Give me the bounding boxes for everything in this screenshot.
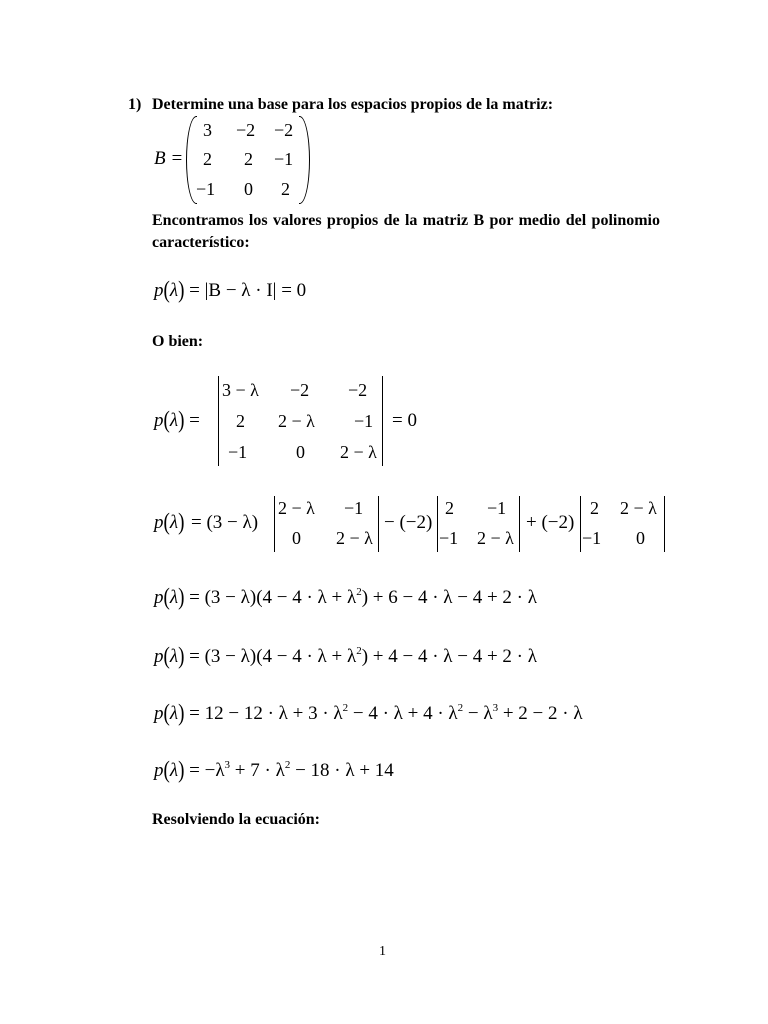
- matrix-cell: −2: [274, 120, 294, 140]
- matrix-b-name: B =: [154, 148, 184, 169]
- eq7-part: − 18 · λ + 14: [290, 760, 394, 781]
- det-cell: −1: [354, 411, 374, 431]
- eq7-part: + 7 · λ: [230, 760, 285, 781]
- eq7-part: = −λ: [189, 760, 225, 781]
- minor-cell: 2 − λ: [336, 528, 373, 548]
- problem-statement: Determine una base para los espacios propios de la matriz:: [152, 96, 554, 113]
- det-cell: 2 − λ: [278, 411, 315, 431]
- eq5-part: = (3 − λ)(4 − 4 · λ + λ: [189, 646, 357, 667]
- problem-number: 1): [128, 96, 142, 113]
- minor-cell: −1: [344, 498, 364, 518]
- det-cell: 2 − λ: [340, 442, 377, 462]
- minor-cell: 2 − λ: [620, 498, 657, 518]
- minor-matrix-1: [274, 496, 382, 554]
- det-cell: −2: [290, 380, 310, 400]
- characteristic-body: = |B − λ · I| = 0: [189, 280, 307, 301]
- p-symbol: p: [154, 280, 164, 301]
- eq7-exponent: 2: [284, 759, 291, 771]
- det-matrix: [218, 376, 388, 468]
- eq6-part: − λ: [463, 703, 493, 724]
- minor-cell: 0: [636, 528, 645, 548]
- matrix-cell: 2: [244, 149, 253, 169]
- eq4-part: ) + 6 − 4 · λ − 4 + 2 · λ: [361, 587, 537, 608]
- matrix-cell: 2: [281, 179, 290, 199]
- equation-6: $p(\lambda) = 12 - 12 \cdot \lambda + 3 \cdot \lambda^2 - 4 \cdot \lambda + 4 \cdot \lambda^2 - \lambda^3 + 2 - 2 \cdot \lambda$: [154, 700, 583, 727]
- eq4-part: = (3 − λ)(4 − 4 · λ + λ: [189, 587, 357, 608]
- minor-cell: 2 − λ: [278, 498, 315, 518]
- expansion-coef-1: = (3 − λ): [191, 512, 259, 533]
- eq6-part: − 4 · λ + 4 · λ: [348, 703, 458, 724]
- det-rhs: = 0: [392, 410, 417, 431]
- matrix-cell: −1: [274, 149, 294, 169]
- matrix-cell: −2: [236, 120, 256, 140]
- eq7-exponent: 3: [224, 759, 231, 771]
- minor-cell: 2: [590, 498, 599, 518]
- det-bar-left: [218, 376, 219, 466]
- det-cell: −2: [348, 380, 368, 400]
- matrix-cell: 3: [203, 120, 212, 140]
- det-bar-right: [382, 376, 383, 466]
- eq6-exponent: 2: [342, 702, 349, 714]
- equation-7: $p(\lambda) = -\lambda^3 + 7 \cdot \lambda^2 - 18 \cdot \lambda + 14$: [154, 757, 394, 784]
- characteristic-equation: p(λ) = |B − λ · I| = 0: [154, 277, 307, 304]
- equation-4: $p(\lambda) = (3 - \lambda)(4 - 4 \cdot \lambda + \lambda^2) + 6 - 4 \cdot \lambda - 4 + 2 \cdot \lambda$: [154, 584, 537, 611]
- det-cell: 2: [236, 411, 245, 431]
- resolviendo-label: Resolviendo la ecuación:: [152, 811, 320, 828]
- det-cell: 0: [296, 442, 305, 462]
- eq5-part: ) + 4 − 4 · λ − 4 + 2 · λ: [361, 646, 537, 667]
- matrix-cell: −1: [196, 179, 216, 199]
- matrix-cell: 2: [203, 149, 212, 169]
- right-paren: [299, 116, 310, 204]
- minor-matrix-2: [437, 496, 523, 554]
- minor-matrix-3: [580, 496, 668, 554]
- eq6-part: + 2 − 2 · λ: [498, 703, 583, 724]
- minor-cell: 2 − λ: [477, 528, 514, 548]
- minor-cell: 2: [445, 498, 454, 518]
- expansion-lhs: p(λ): [154, 509, 185, 536]
- eq6-part: = 12 − 12 · λ + 3 · λ: [189, 703, 343, 724]
- minor-cell: −1: [582, 528, 602, 548]
- matrix-b: [186, 116, 310, 204]
- eq6-exponent: 2: [457, 702, 464, 714]
- expansion-coef-2: − (−2): [384, 512, 433, 533]
- det-cell: 3 − λ: [222, 380, 259, 400]
- intro-paragraph: Encontramos los valores propios de la matriz B por medio del polinomio característico:: [152, 212, 660, 251]
- det-lhs: p(λ) =: [154, 407, 200, 434]
- minor-cell: −1: [487, 498, 507, 518]
- o-bien-label: O bien:: [152, 333, 204, 350]
- eq6-exponent: 3: [492, 702, 499, 714]
- expansion-coef-3: + (−2): [526, 512, 575, 533]
- eq4-exponent: 2: [356, 586, 362, 598]
- matrix-cell: 0: [244, 179, 253, 199]
- lambda-symbol: λ: [169, 280, 179, 301]
- det-cell: −1: [228, 442, 248, 462]
- equation-5: $p(\lambda) = (3 - \lambda)(4 - 4 \cdot \lambda + \lambda^2) + 4 - 4 \cdot \lambda - 4 + 2 \cdot \lambda$: [154, 643, 537, 670]
- page-number: 1: [379, 944, 386, 959]
- minor-cell: 0: [292, 528, 301, 548]
- minor-cell: −1: [439, 528, 459, 548]
- eq5-exponent: 2: [356, 645, 362, 657]
